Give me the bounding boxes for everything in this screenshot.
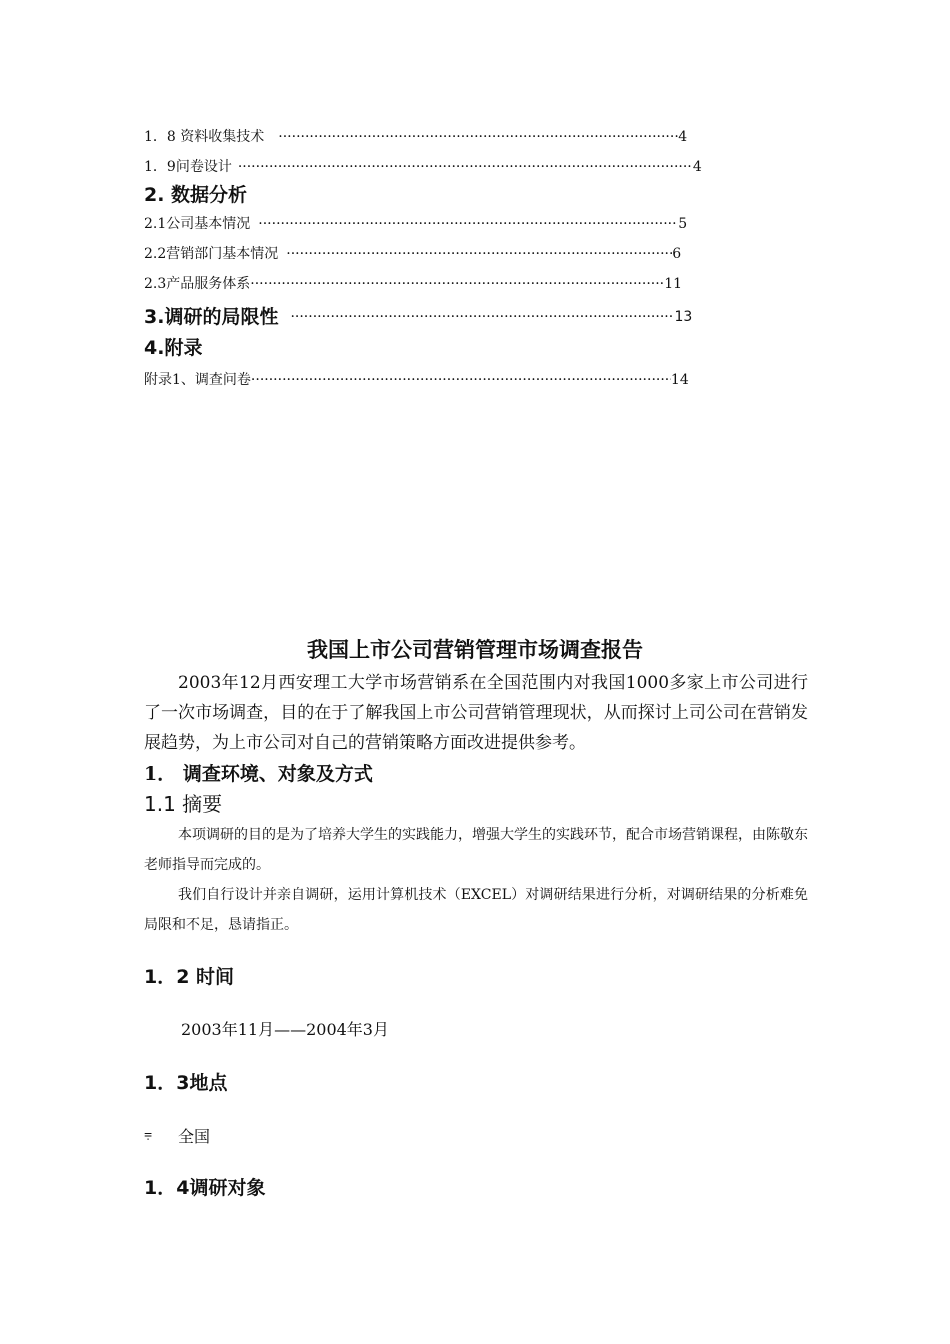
toc-leader <box>258 214 678 234</box>
toc-leader <box>286 244 672 264</box>
location-text: 全国 <box>178 1127 211 1146</box>
date-range-text: 2003年11月——2004年3月 <box>181 1020 389 1039</box>
toc-leader <box>238 157 693 177</box>
toc-entry[interactable] <box>144 244 681 264</box>
toc-page-number: 13 <box>674 309 693 325</box>
toc-label: 1．9问卷设计 <box>144 159 232 175</box>
toc-leader <box>250 274 664 294</box>
toc-entry[interactable] <box>144 127 687 147</box>
toc-label: 1．8 资料收集技术 <box>144 129 265 145</box>
intro-paragraph: 2003年12月西安理工大学市场营销系在全国范围内对我国1000多家上市公司进行了一次市场调查，目的在于了解我国上市公司营销管理现状，从而探讨上司公司在营销发展趋势，为上市公司对自己的营销策略方面改进提供参考。 <box>144 673 808 753</box>
section-heading: 1． 调查环境、对象及方式 <box>144 763 373 785</box>
toc-entry[interactable] <box>144 370 689 390</box>
toc-page-number: 14 <box>670 372 689 388</box>
toc-label: 附录1、调查问卷 <box>144 372 251 388</box>
toc-label: 2. 数据分析 <box>144 184 248 206</box>
toc-label: 2.2营销部门基本情况 <box>144 246 279 262</box>
body-paragraph: 本项调研的目的是为了培养大学生的实践能力，增强大学生的实践环节，配合市场营销课程，由陈敬东老师指导而完成的。 <box>144 827 808 873</box>
toc-page-number: 11 <box>664 276 683 292</box>
subsection-heading: 1．3地点 <box>144 1072 228 1094</box>
toc-leader <box>290 303 674 331</box>
toc-leader <box>251 370 671 390</box>
toc-label: 2.3产品服务体系 <box>144 276 251 292</box>
toc-page-number: 4 <box>678 129 688 145</box>
toc-leader <box>278 127 678 147</box>
toc-entry[interactable] <box>144 303 692 331</box>
body-paragraph: 我们自行设计并亲自调研，运用计算机技术（EXCEL）对调研结果进行分析，对调研结果的分析难免局限和不足，恳请指正。 <box>144 887 808 933</box>
subsection-heading: 1.1 摘要 <box>144 792 223 816</box>
toc-entry[interactable] <box>144 214 687 234</box>
toc-page-number: 5 <box>678 216 688 232</box>
toc-entry[interactable] <box>144 274 682 294</box>
toc-page-number: 6 <box>672 246 682 262</box>
toc-page-number: 4 <box>692 159 702 175</box>
subsection-heading: 1．2 时间 <box>144 966 235 988</box>
toc-label: 3.调研的局限性 <box>144 306 279 328</box>
toc-label: 2.1公司基本情况 <box>144 216 251 232</box>
toc-entry[interactable] <box>144 181 247 209</box>
report-title: 我国上市公司营销管理市场调查报告 <box>307 638 643 662</box>
bullet-icon: ⩦ <box>144 1126 153 1142</box>
subsection-heading: 1．4调研对象 <box>144 1177 266 1199</box>
toc-entry[interactable] <box>144 334 202 362</box>
toc-entry[interactable] <box>144 157 702 177</box>
toc-label: 4.附录 <box>144 337 203 359</box>
